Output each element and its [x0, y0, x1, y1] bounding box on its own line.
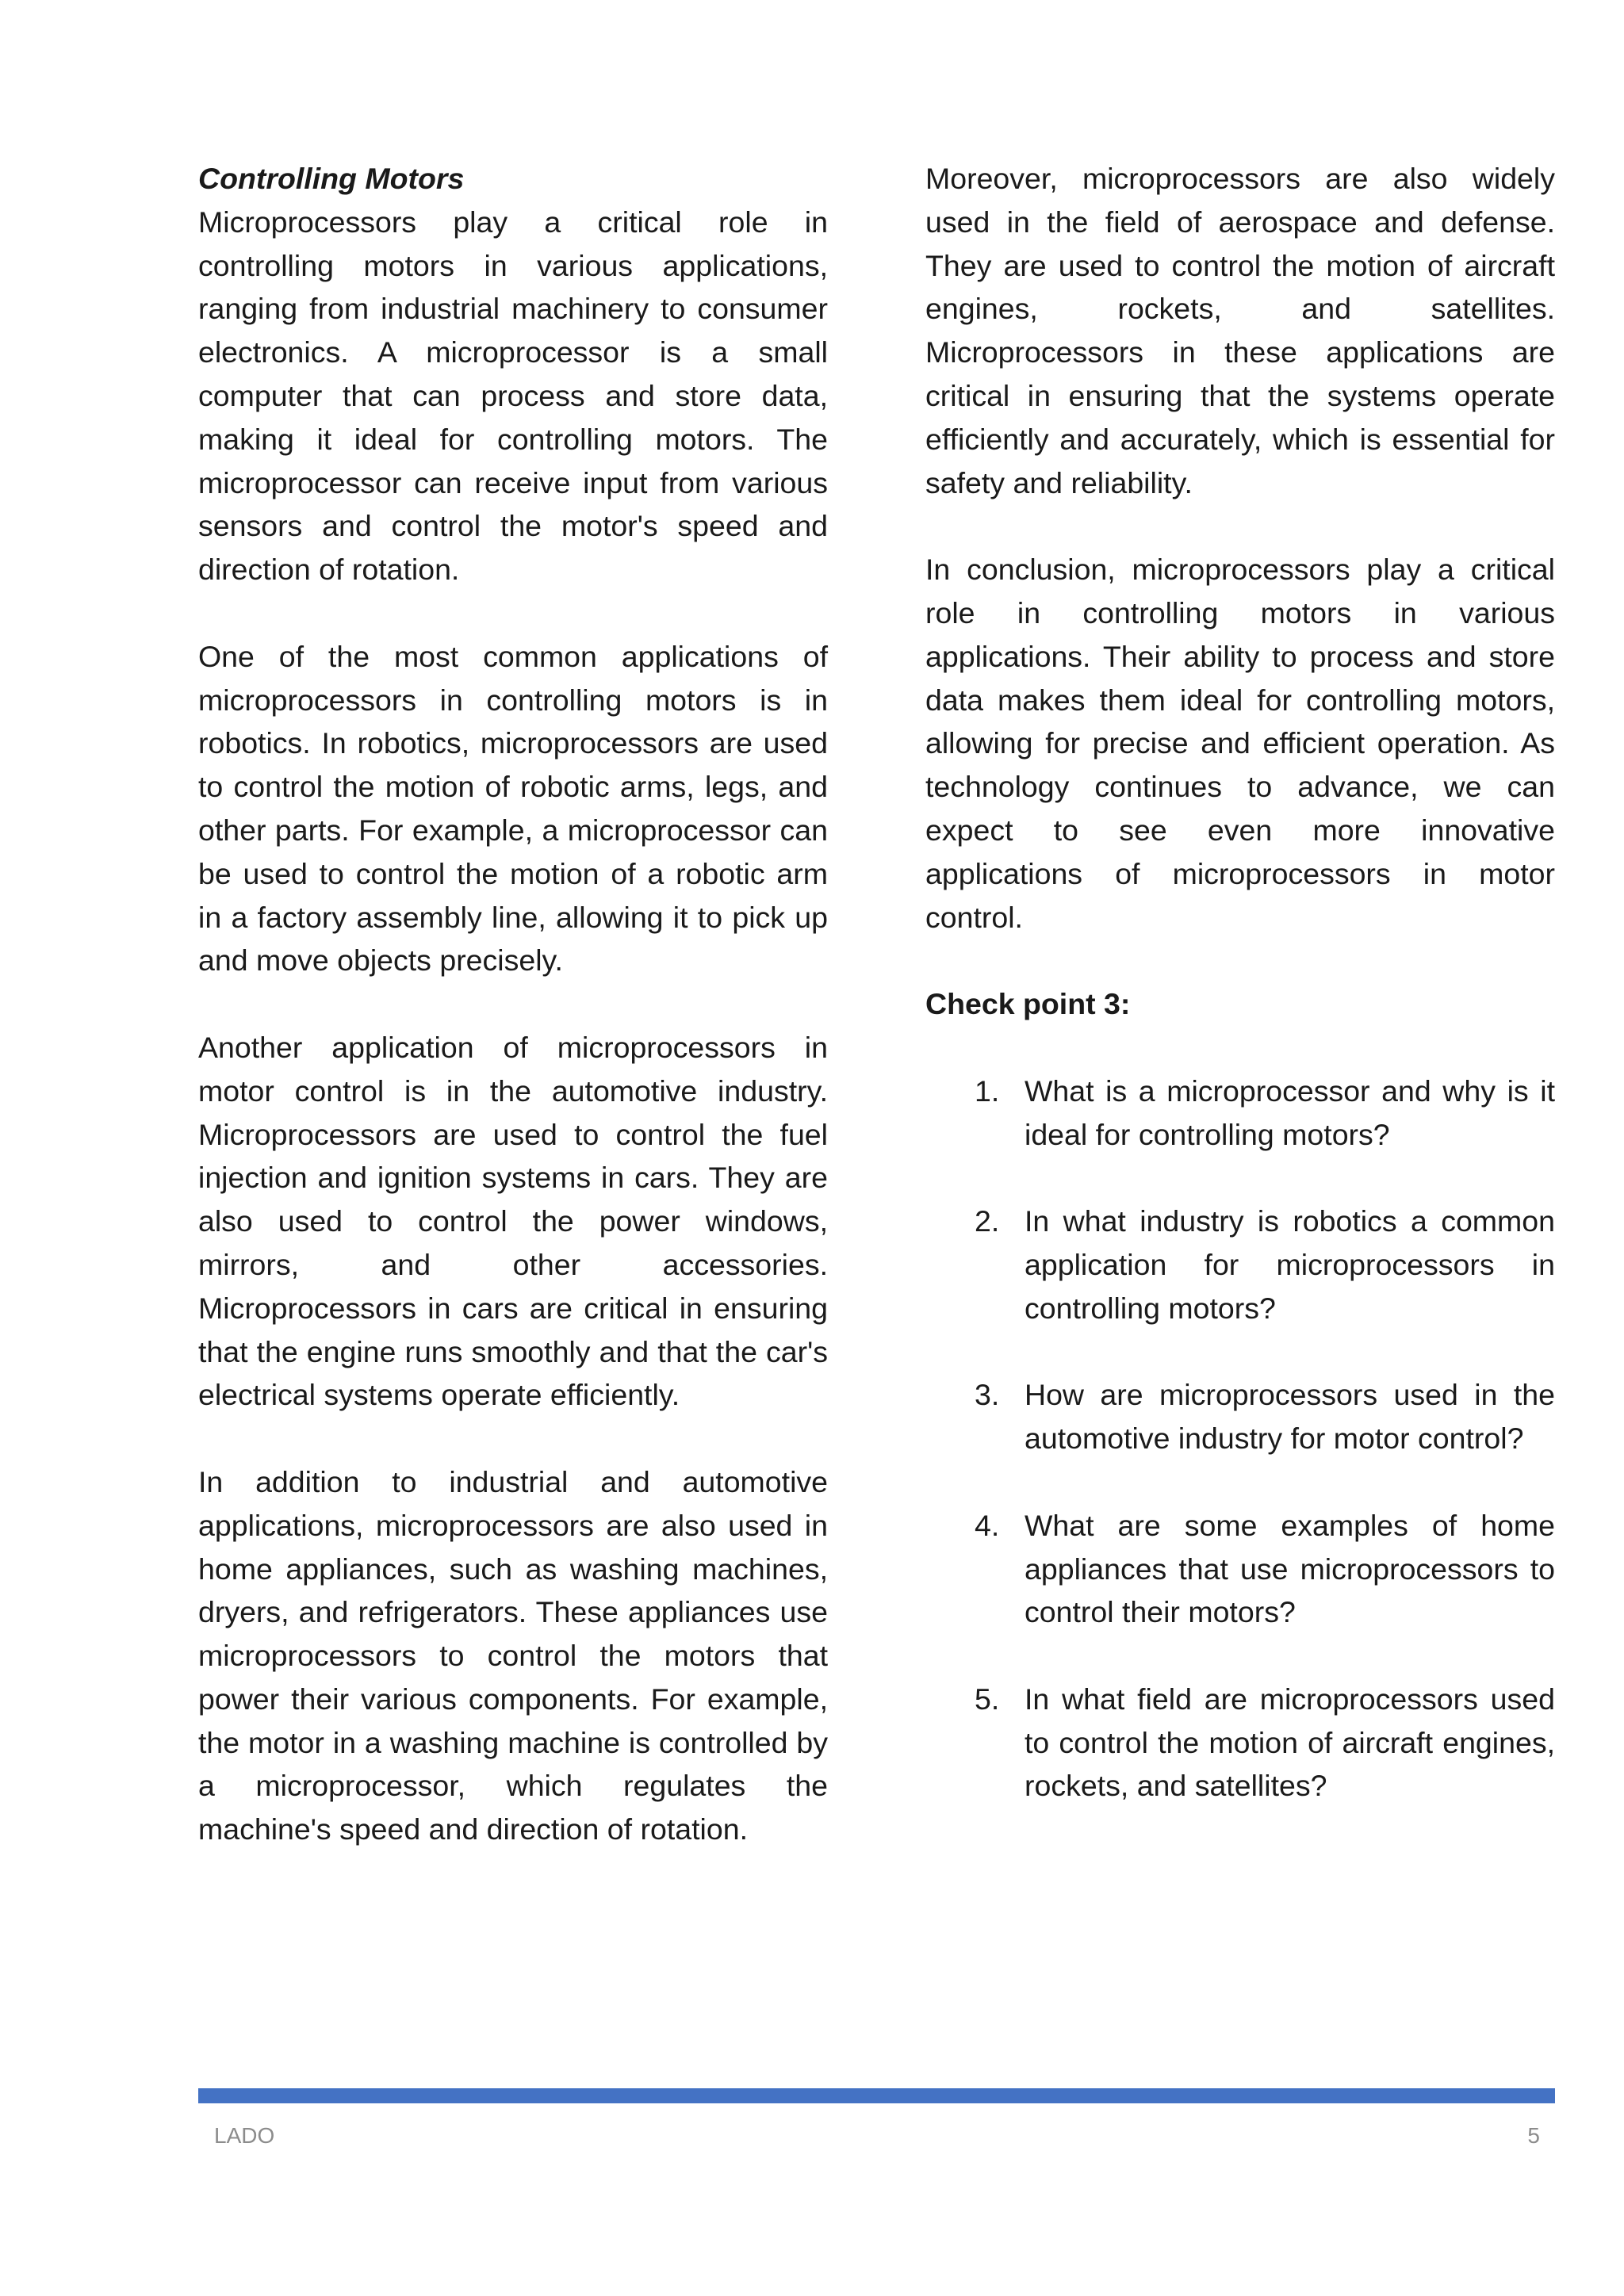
list-item [925, 1373, 1555, 1460]
question-number: 4. [975, 1508, 1000, 1542]
question-text: What are some examples of home appliances that use microprocessors to control their motors? [1025, 1508, 1555, 1629]
section-title: Controlling Motors [198, 162, 465, 195]
left-column [198, 157, 828, 1851]
list-item [925, 1678, 1555, 1808]
question-text: In what industry is robotics a common application for microprocessors in controlling motors? [1025, 1204, 1555, 1325]
list-item [925, 1504, 1555, 1634]
page-number: 5 [1527, 2123, 1540, 2148]
question-number: 3. [975, 1378, 1000, 1412]
paragraph-robotics: One of the most common applications of microprocessors in controlling motors is in robotics. In robotics, microprocessors are used to control the motion of robotic arms, legs, and other parts. For example, a microprocessor can be used to control the motion of a robotic arm in a factory assembly line, allowing it to pick up and move objects precisely. [198, 639, 828, 978]
question-text: What is a microprocessor and why is it ideal for controlling motors? [1025, 1073, 1555, 1151]
right-column [925, 157, 1555, 1851]
question-number: 1. [975, 1073, 1000, 1108]
question-text: How are microprocessors used in the automotive industry for motor control? [1025, 1378, 1555, 1456]
checkpoint-heading: Check point 3: [925, 987, 1131, 1021]
paragraph-intro: Microprocessors play a critical role in controlling motors in various applications, ranging from industrial machinery to consumer electronics. A microprocessor is a small computer that can process and store data, making it ideal for controlling motors. The microprocessor can receive input from various sensors and control the motor's speed and direction of rotation. [198, 205, 828, 587]
footer-rule [198, 2088, 1555, 2103]
question-text: In what field are microprocessors used to control the motion of aircraft engines, rockets, and satellites? [1025, 1682, 1555, 1803]
paragraph-automotive: Another application of microprocessors in motor control is in the automotive industry. Microprocessors are used to control the fuel injection and ignition systems in cars. They are also used to control the power windows, mirrors, and other accessories. Microprocessors in cars are critical in ensuring that the engine runs smoothly and that the car's electrical systems operate efficiently. [198, 1030, 828, 1412]
question-number: 5. [975, 1682, 1000, 1716]
paragraph-home-appliances: In addition to industrial and automotive applications, microprocessors are also used in home appliances, such as washing machines, dryers, and refrigerators. These appliances use microprocessors to control the motors that power their various components. For example, the motor in a washing machine is controlled by a microprocessor, which regulates the machine's speed and direction of rotation. [198, 1464, 828, 1846]
list-item [925, 1200, 1555, 1330]
question-number: 2. [975, 1204, 1000, 1238]
paragraph-conclusion: In conclusion, microprocessors play a critical role in controlling motors in various applications. Their ability to process and store data makes them ideal for controlling motors, allowing for precise and efficient operation. As technology continues to advance, we can expect to see even more innovative applications of microprocessors in motor control. [925, 553, 1555, 934]
list-item [925, 1070, 1555, 1157]
paragraph-aerospace: Moreover, microprocessors are also widely used in the field of aerospace and defense. They are used to control the motion of aircraft engines, rockets, and satellites. Microprocessors in these applications are critical in ensuring that the systems operate efficiently and accurately, which is essential for safety and reliability. [925, 162, 1555, 499]
footer-author: LADO [214, 2123, 275, 2148]
checkpoint-question-list [925, 1070, 1555, 1808]
